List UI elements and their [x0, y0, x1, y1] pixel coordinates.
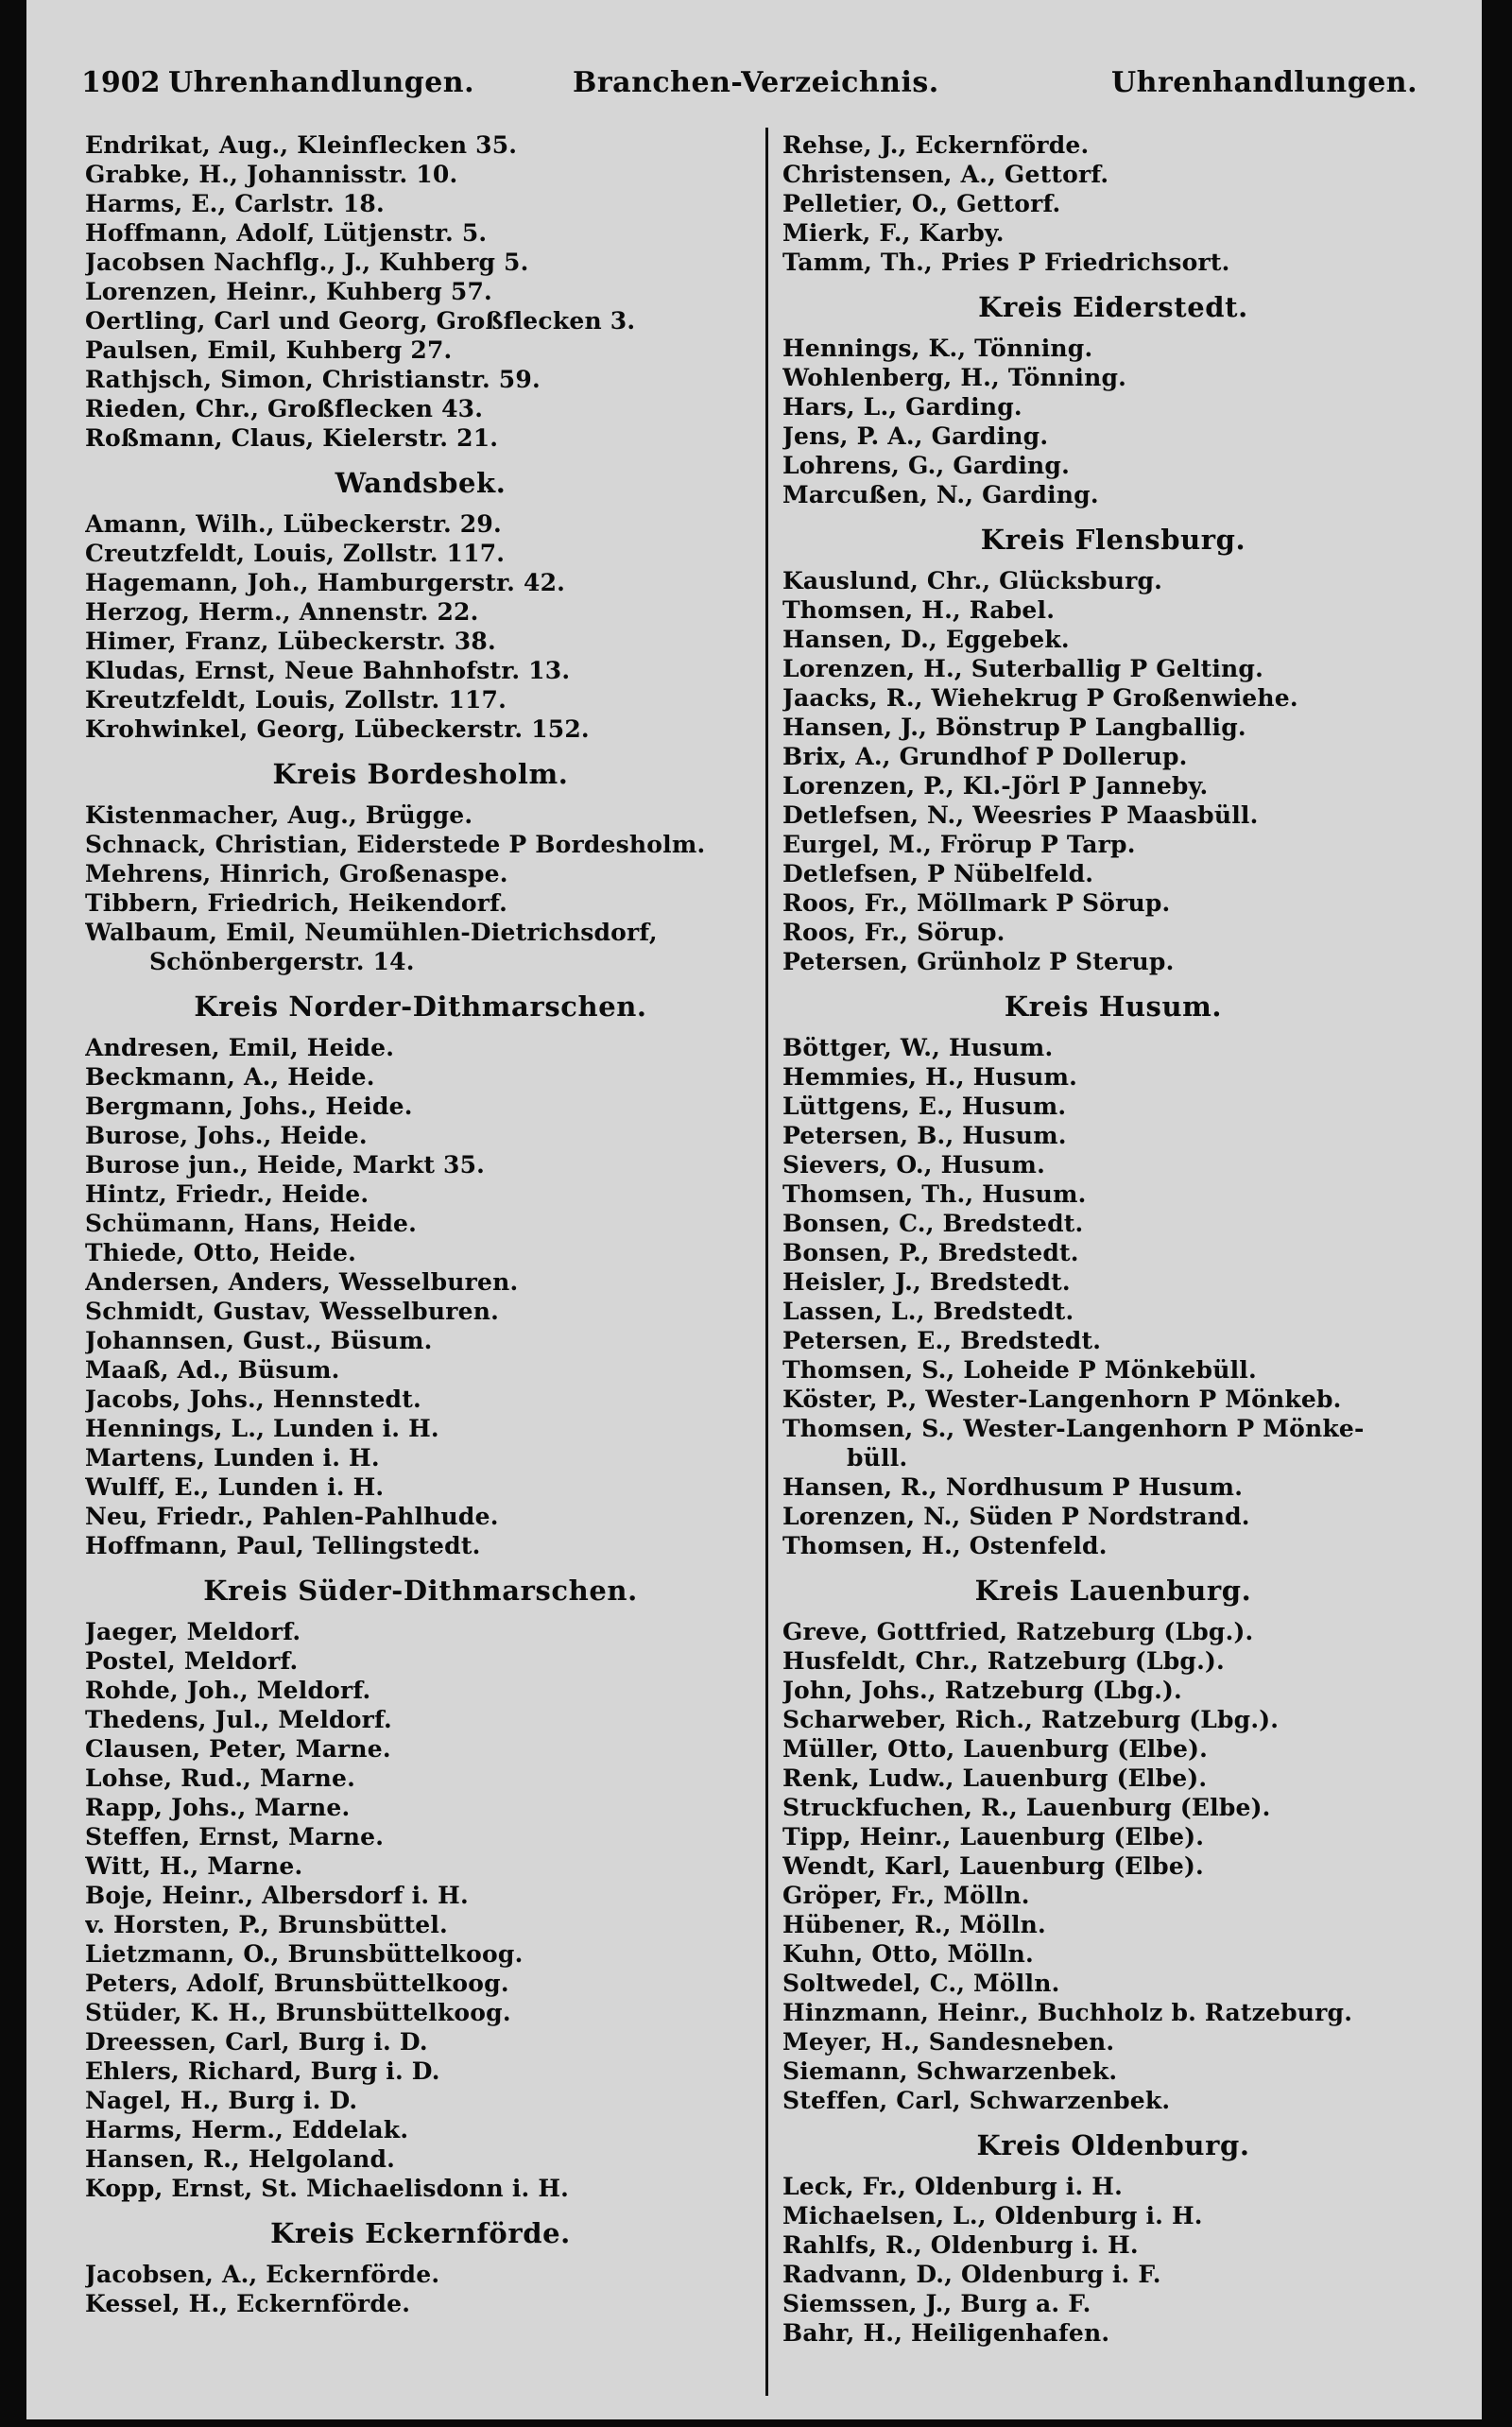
listing-entry: Krohwinkel, Georg, Lübeckerstr. 152. — [85, 715, 590, 743]
listing-entry: Brix, A., Grundhof P Dollerup. — [782, 743, 1188, 770]
listing-entry: Meyer, H., Sandesneben. — [782, 2028, 1115, 2056]
listing-entry: Dreessen, Carl, Burg i. D. — [85, 2028, 428, 2056]
listing-entry: Harms, E., Carlstr. 18. — [85, 190, 385, 217]
listing-entry: Gröper, Fr., Mölln. — [782, 1882, 1030, 1909]
listing-entry: Thedens, Jul., Meldorf. — [85, 1706, 392, 1733]
listing-entry: Husfeldt, Chr., Ratzeburg (Lbg.). — [782, 1647, 1225, 1675]
listing-entry: Lohse, Rud., Marne. — [85, 1764, 355, 1792]
listing-entry: Kauslund, Chr., Glücksburg. — [782, 567, 1163, 594]
section-heading: Kreis Lauenburg. — [974, 1575, 1252, 1607]
listing-entry: Rohde, Joh., Meldorf. — [85, 1677, 371, 1704]
listing-entry: Thomsen, Th., Husum. — [782, 1180, 1087, 1208]
listing-entry: Böttger, W., Husum. — [782, 1034, 1054, 1061]
listing-entry: Radvann, D., Oldenburg i. F. — [782, 2261, 1161, 2288]
listing-entry: Lüttgens, E., Husum. — [782, 1093, 1067, 1120]
listing-entry: Hübener, R., Mölln. — [782, 1911, 1046, 1938]
listing-entry: Jacobsen Nachflg., J., Kuhberg 5. — [85, 249, 529, 276]
listing-entry: Kuhn, Otto, Mölln. — [782, 1940, 1034, 1968]
listing-entry: Jaeger, Meldorf. — [85, 1618, 301, 1645]
listing-entry: Heisler, J., Bredstedt. — [782, 1268, 1071, 1296]
section-heading: Kreis Bordesholm. — [272, 758, 569, 790]
section-heading: Kreis Norder-Dithmarschen. — [194, 990, 647, 1023]
listing-entry: Renk, Ludw., Lauenburg (Elbe). — [782, 1764, 1208, 1792]
listing-entry: Rathjsch, Simon, Christianstr. 59. — [85, 366, 541, 393]
section-heading: Kreis Süder-Dithmarschen. — [203, 1575, 638, 1607]
listing-entry: Endrikat, Aug., Kleinflecken 35. — [85, 131, 518, 159]
listing-entry: Pelletier, O., Gettorf. — [782, 190, 1061, 217]
listing-entry: Bonsen, C., Bredstedt. — [782, 1210, 1084, 1237]
listing-entry: Tipp, Heinr., Lauenburg (Elbe). — [782, 1823, 1205, 1850]
listing-entry: Himer, Franz, Lübeckerstr. 38. — [85, 628, 496, 655]
listing-entry: Kludas, Ernst, Neue Bahnhofstr. 13. — [85, 657, 571, 684]
page-header — [81, 59, 1418, 112]
section-heading: Kreis Flensburg. — [980, 524, 1246, 556]
listing-entry: Burose, Johs., Heide. — [85, 1122, 368, 1149]
listing-entry: Creutzfeldt, Louis, Zollstr. 117. — [85, 540, 506, 567]
listing-entry: Peters, Adolf, Brunsbüttelkoog. — [85, 1970, 509, 1997]
listing-entry: Müller, Otto, Lauenburg (Elbe). — [782, 1735, 1209, 1763]
listing-entry: Bahr, H., Heiligenhafen. — [782, 2319, 1110, 2347]
listing-entry: Hoffmann, Adolf, Lütjenstr. 5. — [85, 219, 488, 247]
listing-entry: Detlefsen, N., Weesries P Maasbüll. — [782, 801, 1259, 829]
listing-entry: Bergmann, Johs., Heide. — [85, 1093, 413, 1120]
listing-entry: Schümann, Hans, Heide. — [85, 1210, 418, 1237]
directory-page — [26, 0, 1482, 2419]
header-left-title: Uhrenhandlungen. — [168, 66, 475, 99]
listing-entry: Soltwedel, C., Mölln. — [782, 1970, 1060, 1997]
listing-entry: Hintz, Friedr., Heide. — [85, 1180, 369, 1208]
listing-entry: Oertling, Carl und Georg, Großflecken 3. — [85, 307, 636, 335]
listing-entry: Hansen, D., Eggebek. — [782, 626, 1070, 653]
listing-entry: Sievers, O., Husum. — [782, 1151, 1045, 1179]
listing-entry: Clausen, Peter, Marne. — [85, 1735, 391, 1763]
listing-entry: Wulff, E., Lunden i. H. — [85, 1473, 385, 1501]
listing-entry: Andresen, Emil, Heide. — [85, 1034, 395, 1061]
listing-entry: Lietzmann, O., Brunsbüttelkoog. — [85, 1940, 524, 1968]
listing-entry: Ehlers, Richard, Burg i. D. — [85, 2057, 440, 2085]
listing-entry: Beckmann, A., Heide. — [85, 1063, 375, 1091]
page-number: 1902 — [81, 66, 161, 99]
listing-entry: Kessel, H., Eckernförde. — [85, 2290, 411, 2317]
listing-entry: Jaacks, R., Wiehekrug P Großenwiehe. — [782, 684, 1298, 712]
listing-entry: Martens, Lunden i. H. — [85, 1444, 380, 1472]
listing-entry: John, Johs., Ratzeburg (Lbg.). — [782, 1677, 1182, 1704]
section-heading: Kreis Husum. — [1004, 990, 1223, 1023]
listing-entry: Hansen, J., Bönstrup P Langballig. — [782, 714, 1246, 741]
section-heading: Kreis Oldenburg. — [976, 2129, 1250, 2161]
listing-entry: Petersen, B., Husum. — [782, 1122, 1067, 1149]
listing-entry: Thiede, Otto, Heide. — [85, 1239, 357, 1266]
listing-entry: Struckfuchen, R., Lauenburg (Elbe). — [782, 1794, 1271, 1821]
listing-entry: Hagemann, Joh., Hamburgerstr. 42. — [85, 569, 566, 596]
listing-entry: Hennings, L., Lunden i. H. — [85, 1415, 439, 1442]
listing-entry: Johannsen, Gust., Büsum. — [85, 1327, 433, 1354]
listing-entry: Thomsen, H., Ostenfeld. — [782, 1532, 1108, 1559]
left-column — [85, 130, 756, 2318]
listing-entry: Thomsen, S., Wester-Langenhorn P Mönke- — [782, 1415, 1365, 1442]
listing-entry: Wendt, Karl, Lauenburg (Elbe). — [782, 1852, 1204, 1880]
listing-entry: Hansen, R., Nordhusum P Husum. — [782, 1473, 1244, 1501]
listing-entry: Thomsen, H., Rabel. — [782, 596, 1056, 624]
listing-entry: Mehrens, Hinrich, Großenaspe. — [85, 860, 508, 887]
listing-entry: Hars, L., Garding. — [782, 393, 1022, 421]
listing-entry: Lassen, L., Bredstedt. — [782, 1298, 1074, 1325]
listing-entry: Roos, Fr., Sörup. — [782, 919, 1005, 946]
section-heading: Kreis Eiderstedt. — [978, 291, 1248, 323]
listing-entry: Lorenzen, P., Kl.-Jörl P Janneby. — [782, 772, 1209, 800]
listing-entry: Jacobs, Johs., Hennstedt. — [85, 1386, 421, 1413]
listing-entry: Lorenzen, N., Süden P Nordstrand. — [782, 1503, 1250, 1530]
listing-entry: Jens, P. A., Garding. — [782, 422, 1049, 450]
listing-entry: Hemmies, H., Husum. — [782, 1063, 1078, 1091]
listing-entry: Schmidt, Gustav, Wesselburen. — [85, 1298, 499, 1325]
listing-entry: Witt, H., Marne. — [85, 1852, 303, 1880]
listing-entry: Thomsen, S., Loheide P Mönkebüll. — [782, 1356, 1257, 1384]
listing-entry: Siemssen, J., Burg a. F. — [782, 2290, 1091, 2317]
listing-entry: Hansen, R., Helgoland. — [85, 2145, 396, 2173]
right-column — [782, 130, 1444, 2348]
listing-entry: Paulsen, Emil, Kuhberg 27. — [85, 336, 453, 364]
listing-entry: Herzog, Herm., Annenstr. 22. — [85, 598, 479, 626]
listing-entry: Harms, Herm., Eddelak. — [85, 2116, 409, 2143]
listing-entry: Kreutzfeldt, Louis, Zollstr. 117. — [85, 686, 507, 714]
listing-entry: Rahlfs, R., Oldenburg i. H. — [782, 2231, 1139, 2259]
listing-entry: Andersen, Anders, Wesselburen. — [85, 1268, 519, 1296]
listing-entry: Siemann, Schwarzenbek. — [782, 2057, 1118, 2085]
listing-entry: Kopp, Ernst, St. Michaelisdonn i. H. — [85, 2175, 570, 2202]
listing-entry: Rehse, J., Eckernförde. — [782, 131, 1090, 159]
listing-entry: Lorenzen, H., Suterballig P Gelting. — [782, 655, 1263, 682]
listing-entry: Boje, Heinr., Albersdorf i. H. — [85, 1882, 469, 1909]
listing-entry: Hinzmann, Heinr., Buchholz b. Ratzeburg. — [782, 1999, 1353, 2026]
header-right-title: Uhrenhandlungen. — [1111, 66, 1418, 99]
listing-entry: Neu, Friedr., Pahlen-Pahlhude. — [85, 1503, 499, 1530]
listing-entry: Petersen, Grünholz P Sterup. — [782, 948, 1175, 975]
listing-entry: Tibbern, Friedrich, Heikendorf. — [85, 889, 508, 917]
listing-entry: Roos, Fr., Möllmark P Sörup. — [782, 889, 1171, 917]
column-divider — [765, 128, 768, 2396]
listing-entry: Lorenzen, Heinr., Kuhberg 57. — [85, 278, 492, 305]
listing-entry: Marcußen, N., Garding. — [782, 481, 1099, 508]
listing-entry: Maaß, Ad., Büsum. — [85, 1356, 340, 1384]
listing-entry: Lohrens, G., Garding. — [782, 452, 1070, 479]
listing-entry: Schnack, Christian, Eiderstede P Bordesholm. — [85, 831, 706, 858]
listing-entry: Wohlenberg, H., Tönning. — [782, 364, 1127, 391]
listing-entry: Hennings, K., Tönning. — [782, 335, 1093, 362]
listing-entry: Amann, Wilh., Lübeckerstr. 29. — [85, 510, 502, 538]
listing-entry: Greve, Gottfried, Ratzeburg (Lbg.). — [782, 1618, 1254, 1645]
listing-entry: Grabke, H., Johannisstr. 10. — [85, 161, 458, 188]
listing-entry: Detlefsen, P Nübelfeld. — [782, 860, 1094, 887]
listing-entry: Tamm, Th., Pries P Friedrichsort. — [782, 249, 1230, 276]
listing-entry: Michaelsen, L., Oldenburg i. H. — [782, 2202, 1203, 2229]
section-heading: Kreis Eckernförde. — [270, 2217, 571, 2249]
listing-entry: Scharweber, Rich., Ratzeburg (Lbg.). — [782, 1706, 1280, 1733]
listing-entry: Burose jun., Heide, Markt 35. — [85, 1151, 486, 1179]
listing-entry: Mierk, F., Karby. — [782, 219, 1005, 247]
listing-entry: Steffen, Carl, Schwarzenbek. — [782, 2087, 1171, 2114]
listing-entry: Köster, P., Wester-Langenhorn P Mönkeb. — [782, 1386, 1342, 1413]
listing-entry: Stüder, K. H., Brunsbüttelkoog. — [85, 1999, 511, 2026]
listing-entry: Rapp, Johs., Marne. — [85, 1794, 351, 1821]
listing-entry: v. Horsten, P., Brunsbüttel. — [85, 1911, 448, 1938]
listing-entry: Eurgel, M., Frörup P Tarp. — [782, 831, 1136, 858]
listing-entry: Kistenmacher, Aug., Brügge. — [85, 801, 473, 829]
listing-entry: Steffen, Ernst, Marne. — [85, 1823, 385, 1850]
listing-entry: Christensen, A., Gettorf. — [782, 161, 1109, 188]
listing-entry: Leck, Fr., Oldenburg i. H. — [782, 2173, 1124, 2200]
section-heading: Wandsbek. — [335, 467, 507, 499]
listing-entry: Jacobsen, A., Eckernförde. — [85, 2261, 440, 2288]
listing-continuation: büll. — [847, 1444, 908, 1472]
listing-entry: Rieden, Chr., Großflecken 43. — [85, 395, 484, 422]
listing-entry: Roßmann, Claus, Kielerstr. 21. — [85, 424, 499, 452]
listing-entry: Postel, Meldorf. — [85, 1647, 299, 1675]
listing-entry: Petersen, E., Bredstedt. — [782, 1327, 1102, 1354]
listing-entry: Bonsen, P., Bredstedt. — [782, 1239, 1079, 1266]
listing-entry: Walbaum, Emil, Neumühlen-Dietrichsdorf, — [85, 919, 658, 946]
listing-entry: Nagel, H., Burg i. D. — [85, 2087, 358, 2114]
header-center-title: Branchen-Verzeichnis. — [573, 66, 939, 99]
listing-entry: Hoffmann, Paul, Tellingstedt. — [85, 1532, 481, 1559]
listing-continuation: Schönbergerstr. 14. — [149, 948, 415, 975]
